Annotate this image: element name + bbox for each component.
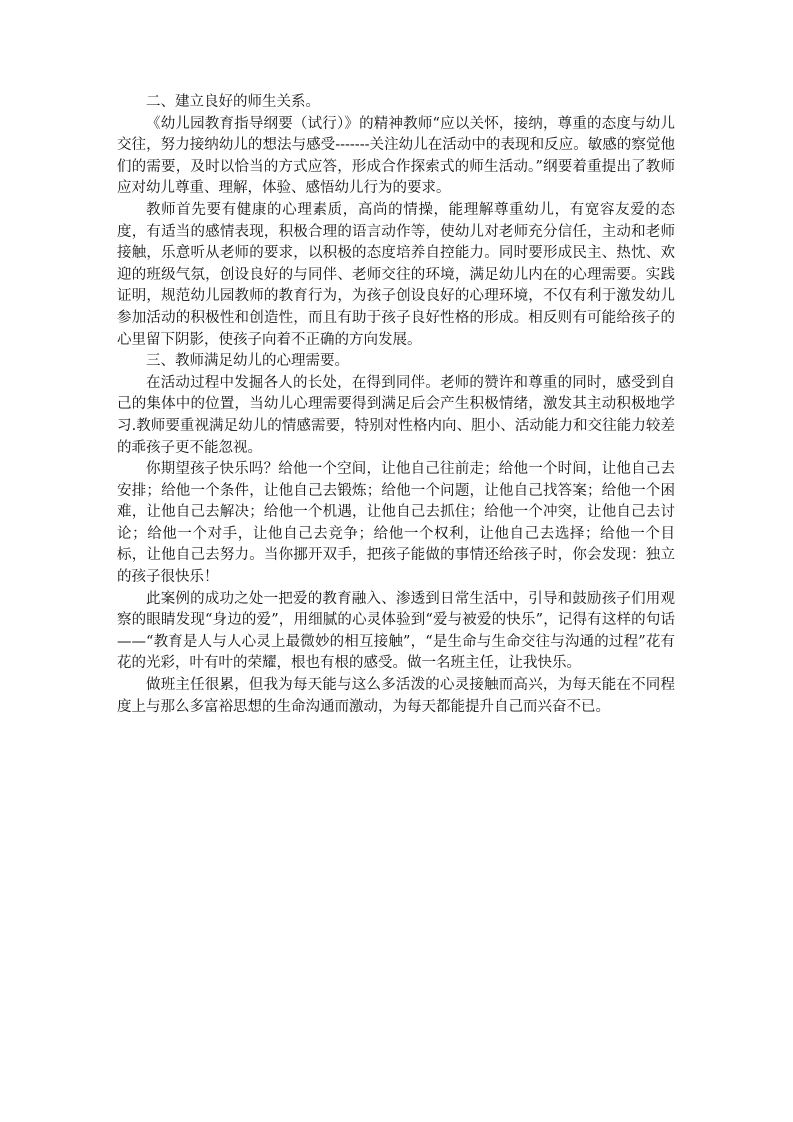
section-heading-2: 二、建立良好的师生关系。 [146, 94, 320, 110]
document-body [117, 92, 675, 718]
paragraph-teacher-quality: 教师首先要有健康的心理素质，高尚的情操，能理解尊重幼儿，有宽容友爱的态度，有适当的感情表现，积极合理的语言动作等，使幼儿对老师充分信任，主动和老师接触，乐意听从老师的要求，以积极的态度培养自控能力。同时要形成民主、热忱、欢迎的班级气氛，创设良好的与同伴、老师交往的环境，满足幼儿内在的心理需要。实践证明，规范幼儿园教师的教育行为，为孩子创设良好的心理环境，不仅有利于激发幼儿参加活动的积极性和创造性，而且有助于孩子良好性格的形成。相反则有可能给孩子的心里留下阴影，使孩子向着不正确的方向发展。 [117, 201, 675, 348]
section-heading-3: 三、教师满足幼儿的心理需要。 [146, 353, 349, 370]
paragraph-guideline-quote: 《幼儿园教育指导纲要（试行）》的精神教师“应以关怀，接纳，尊重的态度与幼儿交往，努力接纳幼儿的想法与感受-------关注幼儿在活动中的表现和反应。敏感的察觉他们的需要，及时以恰当的方式应答，形成合作探索式的师生活动。”纲要着重提出了教师应对幼儿尊重、理解，体验、感悟幼儿行为的要求。 [117, 115, 675, 197]
paragraph-activity-needs: 在活动过程中发掘各人的长处，在得到同伴。老师的赞许和尊重的同时，感受到自己的集体中的位置，当幼儿心理需要得到满足后会产生积极情绪，激发其主动积极地学习.教师要重视满足幼儿的情感需要，特别对性格内向、胆小、活动能力和交往能力较差的乖孩子更不能忽视。 [117, 374, 675, 456]
paragraph-case-success: 此案例的成功之处一把爱的教育融入、渗透到日常生活中，引导和鼓励孩子们用观察的眼睛发现“身边的爱”，用细腻的心灵体验到“爱与被爱的快乐”，记得有这样的句话——“教育是人与人心灵上最微妙的相互接触”，“是生命与生命交往与沟通的过程”花有花的光彩，叶有叶的荣耀，根也有根的感受。做一名班主任，让我快乐。 [117, 590, 675, 672]
paragraph-conclusion: 做班主任很累，但我为每天能与这么多活泼的心灵接触而高兴，为每天能在不同程度上与那么多富裕思想的生命沟通而激动，为每天都能提升自己而兴奋不已。 [117, 677, 675, 715]
paragraph-happy-child: 你期望孩子快乐吗？给他一个空间，让他自己往前走；给他一个时间，让他自己去安排；给他一个条件，让他自己去锻炼；给他一个问题，让他自己找答案；给他一个困难，让他自己去解决；给他一个机遇，让他自己去抓住；给他一个冲突，让他自己去讨论；给他一个对手，让他自己去竞争；给他一个权利，让他自己去选择；给他一个目标，让他自己去努力。当你挪开双手，把孩子能做的事情还给孩子时，你会发现：独立的孩子很快乐！ [117, 461, 675, 586]
